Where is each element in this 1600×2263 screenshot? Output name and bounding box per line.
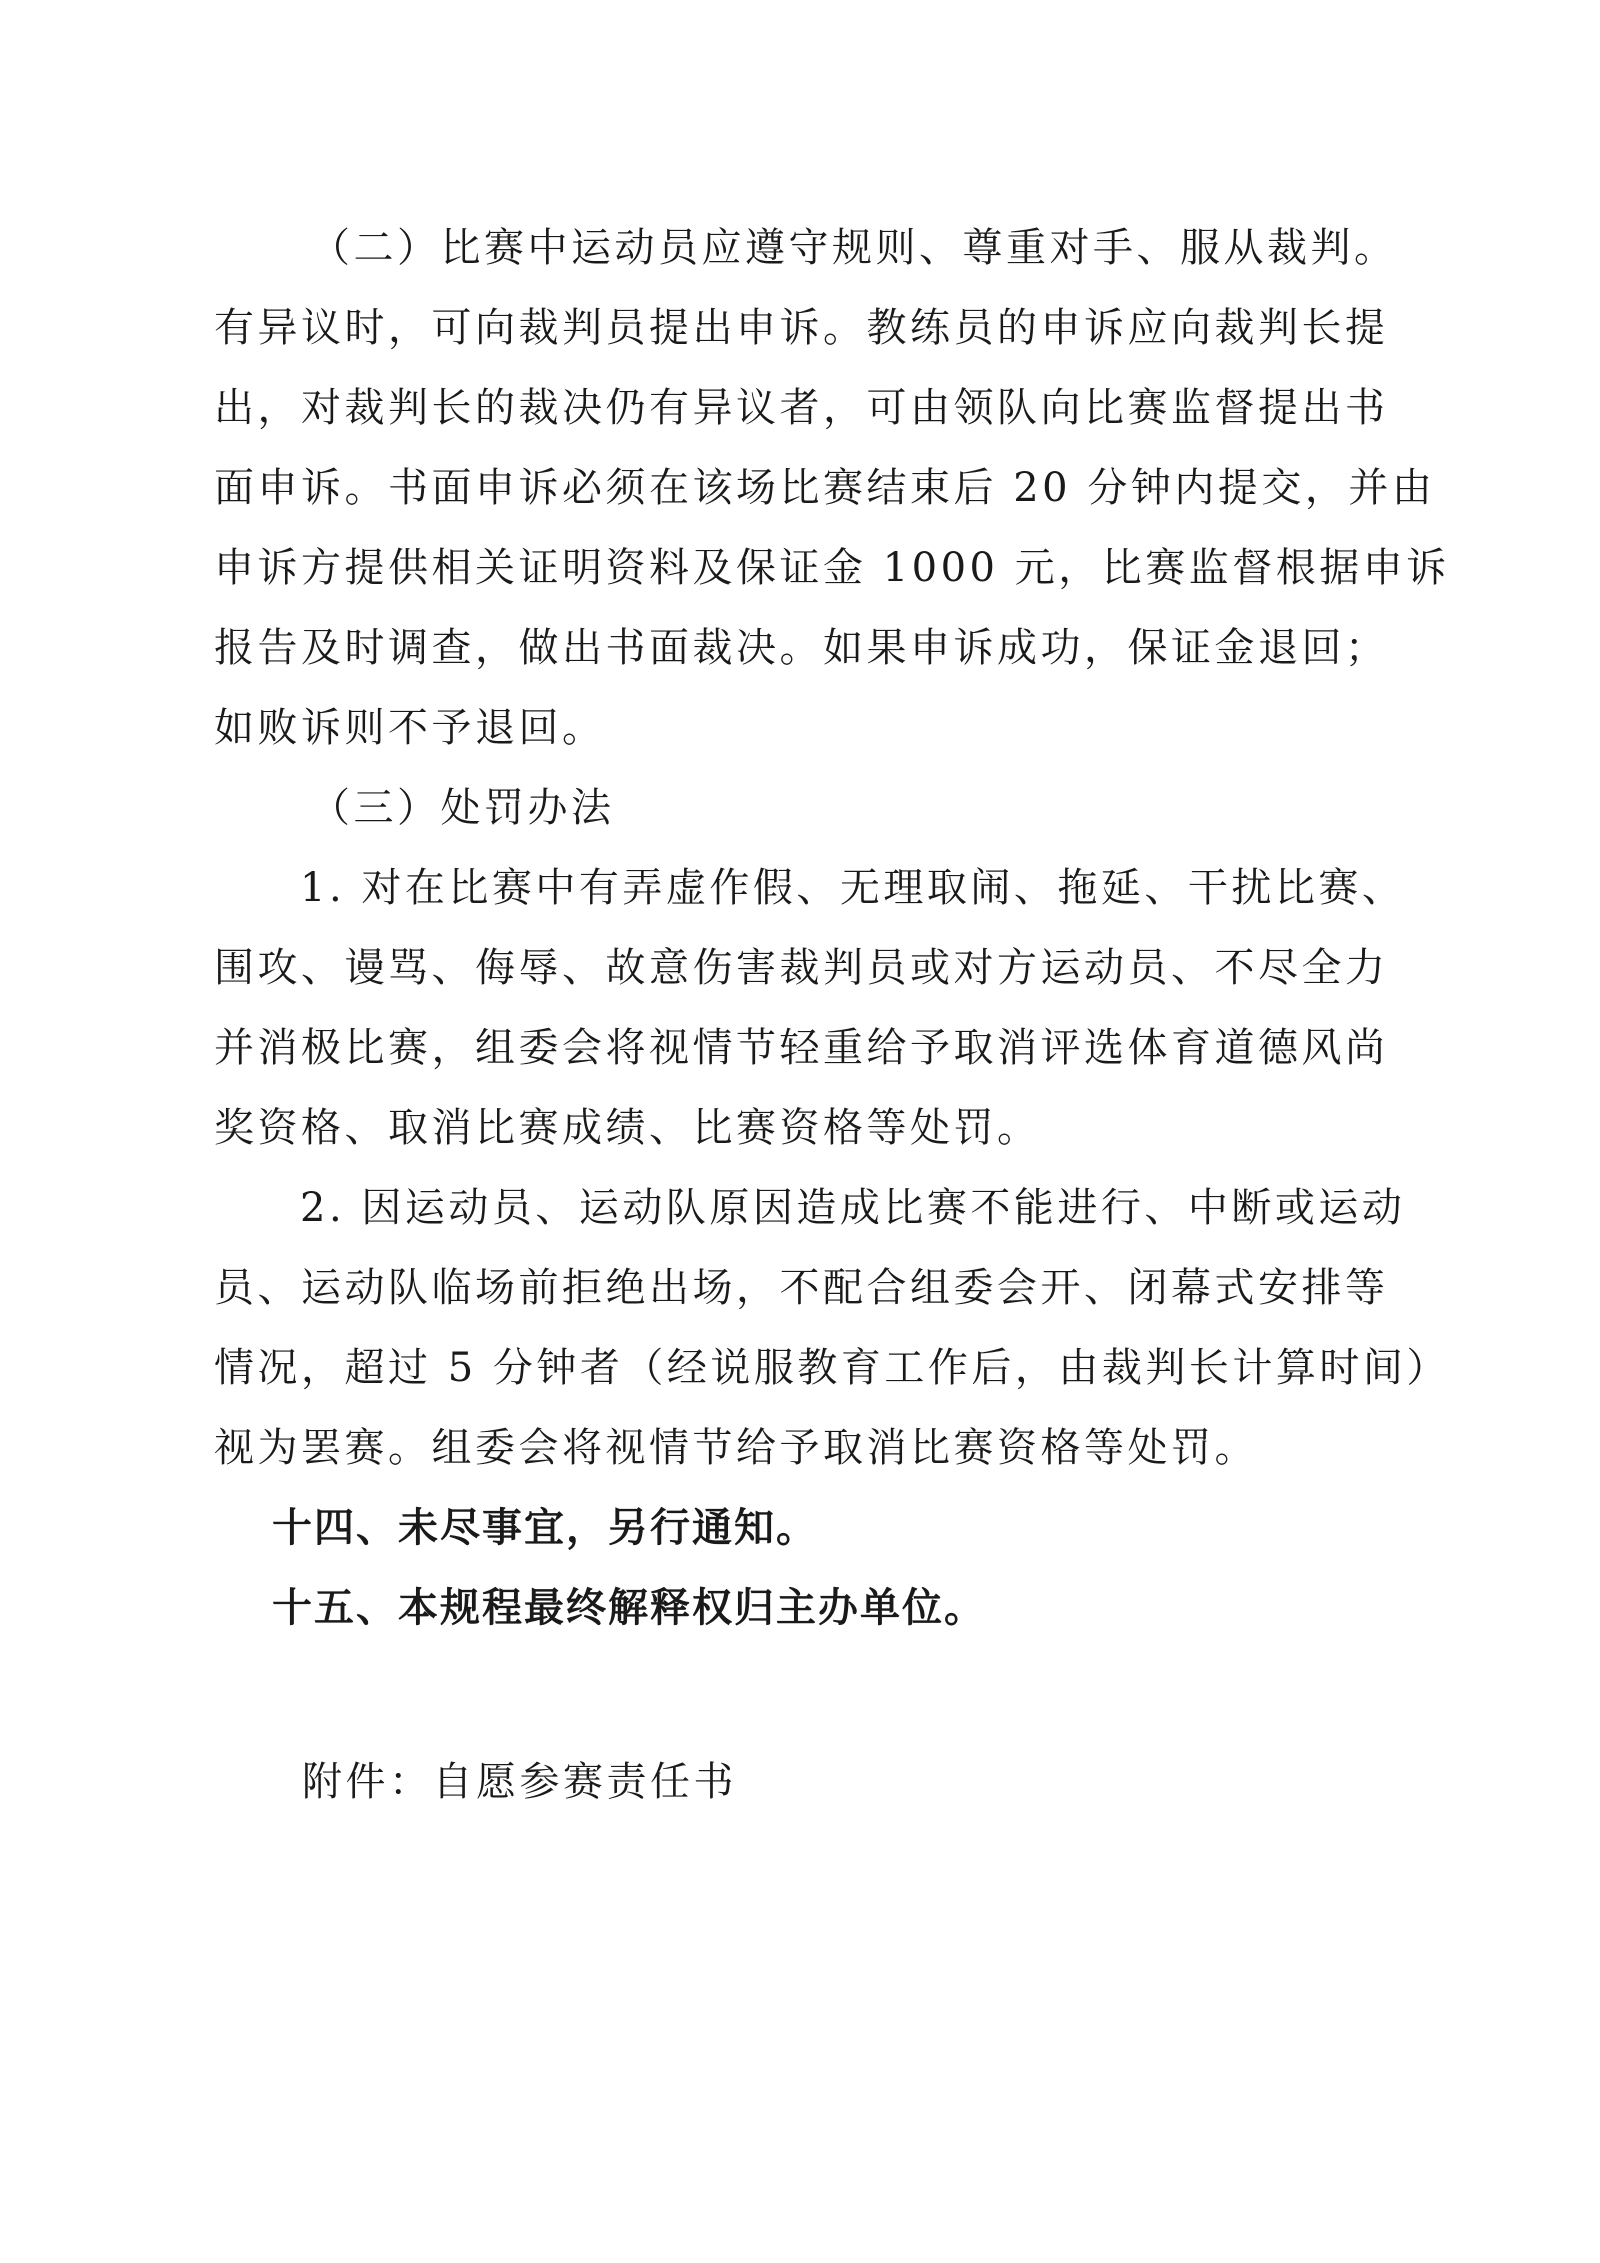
item-1-line-2: 围攻、谩骂、侮辱、故意伤害裁判员或对方运动员、不尽全力 [214, 945, 1389, 991]
item-2-line-2: 员、运动队临场前拒绝出场，不配合组委会开、闭幕式安排等 [214, 1265, 1389, 1311]
section-three-heading: （三）处罚办法 [310, 785, 615, 831]
clause-14: 十四、未尽事宜，另行通知。 [272, 1505, 818, 1551]
section-two-line-4: 面申诉。书面申诉必须在该场比赛结束后 20 分钟内提交，并由 [214, 465, 1436, 511]
section-two-line-2: 有异议时，可向裁判员提出申诉。教练员的申诉应向裁判长提 [214, 305, 1389, 351]
clause-15: 十五、本规程最终解释权归主办单位。 [272, 1585, 986, 1631]
item-2-line-4: 视为罢赛。组委会将视情节给予取消比赛资格等处罚。 [214, 1425, 1258, 1471]
attachment-note: 附件：自愿参赛责任书 [302, 1759, 737, 1805]
item-2-line-3: 情况，超过 5 分钟者（经说服教育工作后，由裁判长计算时间） [214, 1345, 1450, 1391]
section-two-line-1: （二）比赛中运动员应遵守规则、尊重对手、服从裁判。 [310, 225, 1398, 271]
item-1-line-4: 奖资格、取消比赛成绩、比赛资格等处罚。 [214, 1105, 1041, 1151]
item-1-line-3: 并消极比赛，组委会将视情节轻重给予取消评选体育道德风尚 [214, 1025, 1389, 1071]
section-two-line-5: 申诉方提供相关证明资料及保证金 1000 元，比赛监督根据申诉 [214, 545, 1450, 591]
section-two-line-6: 报告及时调查，做出书面裁决。如果申诉成功，保证金退回； [214, 625, 1389, 671]
item-2-line-1: 2. 因运动员、运动队原因造成比赛不能进行、中断或运动 [300, 1185, 1406, 1231]
section-two-line-7: 如败诉则不予退回。 [214, 705, 606, 751]
item-1-line-1: 1. 对在比赛中有弄虚作假、无理取闹、拖延、干扰比赛、 [300, 865, 1406, 911]
section-two-line-3: 出，对裁判长的裁决仍有异议者，可由领队向比赛监督提出书 [214, 385, 1389, 431]
